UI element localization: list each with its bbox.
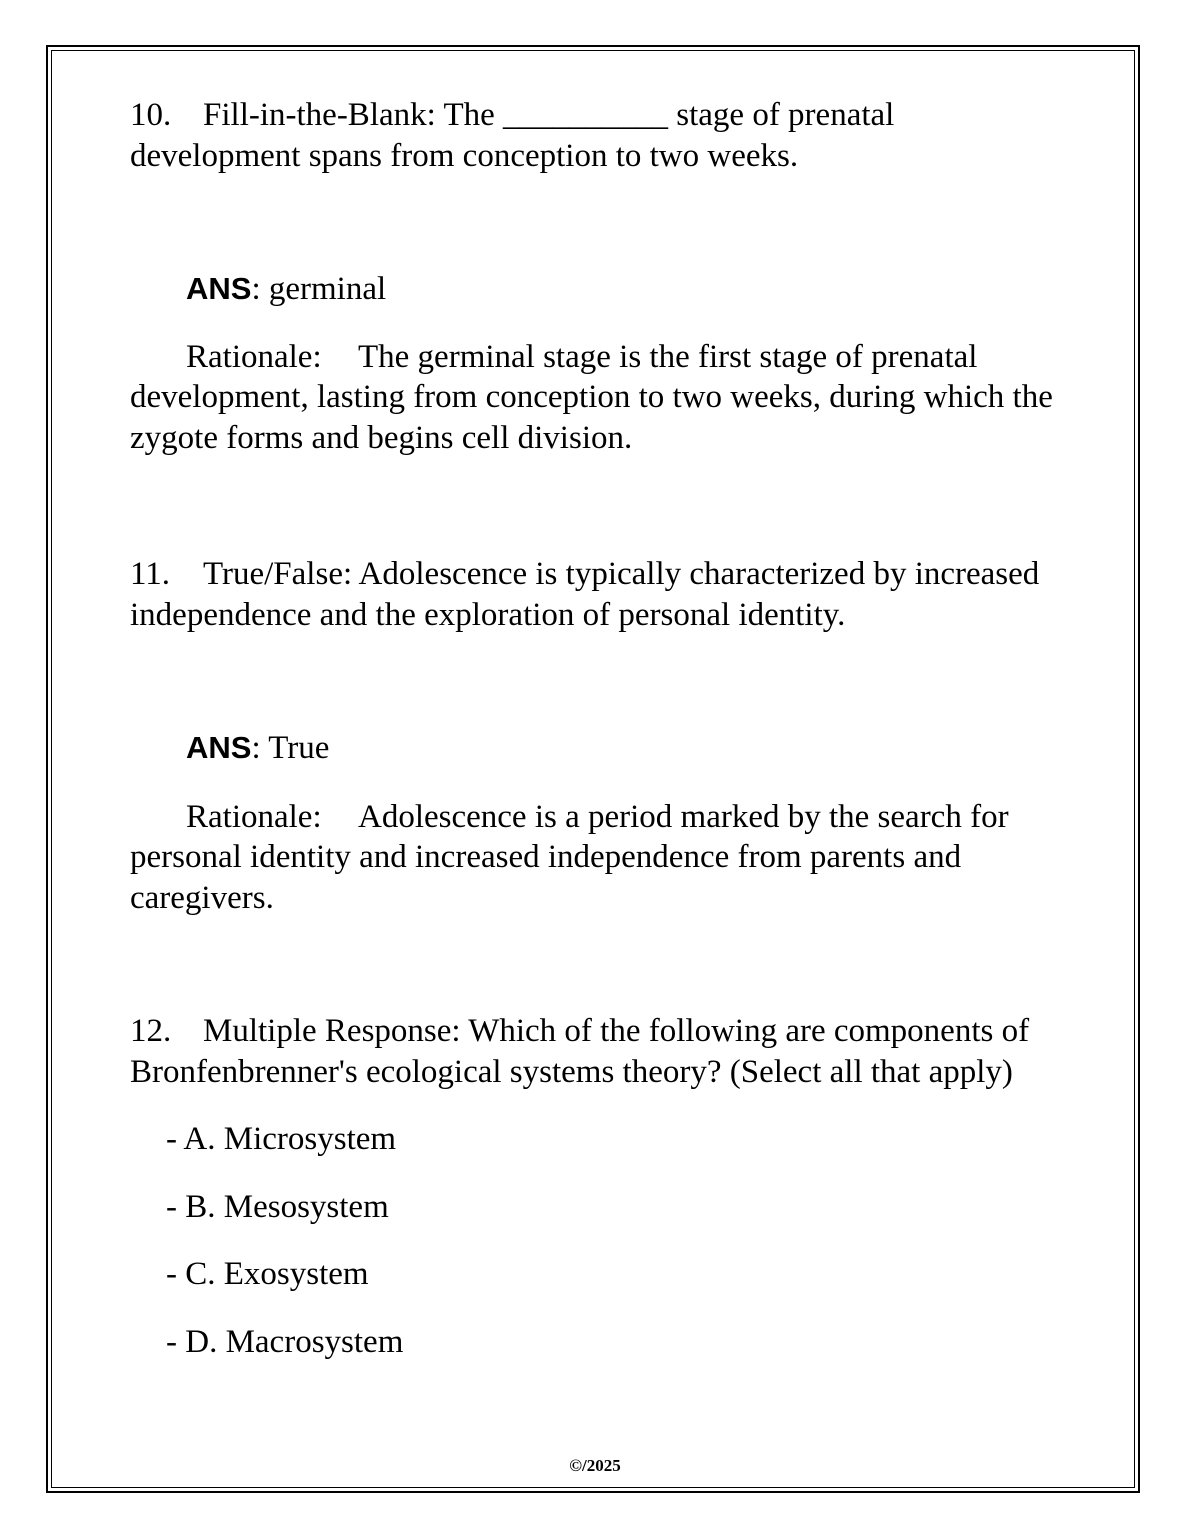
rationale-text: Adolescence is a period marked by the search for personal identity and increased independence from parents and caregivers.	[130, 798, 1009, 916]
question-number: 11.	[130, 556, 171, 592]
question-number: 10.	[130, 97, 172, 133]
question-number: 12.	[130, 1013, 172, 1049]
question-text	[130, 1011, 1070, 1092]
rationale-label: Rationale:	[186, 798, 322, 835]
answer-line	[130, 269, 1070, 310]
rationale-text: The germinal stage is the first stage of prenatal development, lasting from conception to two weeks, during which the zygote forms and begins cell division.	[130, 338, 1053, 456]
question-prompt: Multiple Response: Which of the following are components of Bronfenbrenner's ecological systems theory? (Select all that apply)	[130, 1013, 1030, 1090]
question-text	[130, 95, 1070, 176]
question-12	[130, 1011, 1070, 1362]
answer-label: ANS	[186, 730, 252, 765]
copyright-footer: ©/2025	[569, 1456, 621, 1475]
question-prompt: Fill-in-the-Blank: The __________ stage of prenatal development spans from conception to two weeks.	[130, 97, 895, 174]
answer-value: : True	[251, 730, 330, 766]
document-body	[130, 95, 1070, 1362]
option-d: - D. Macrosystem	[166, 1323, 404, 1360]
option-b: - B. Mesosystem	[166, 1188, 389, 1225]
question-prompt: True/False: Adolescence is typically characterized by increased independence and the exploration of personal identity.	[130, 556, 1040, 633]
answer-value: : germinal	[251, 271, 387, 307]
rationale	[130, 797, 1070, 919]
answer-label: ANS	[186, 271, 252, 306]
rationale	[130, 337, 1070, 459]
question-text	[130, 554, 1070, 635]
option-c: - C. Exosystem	[166, 1256, 369, 1292]
option-a: - A. Microsystem	[166, 1121, 397, 1157]
question-11	[130, 554, 1070, 918]
answer-line	[130, 728, 1070, 769]
rationale-label: Rationale:	[186, 338, 322, 375]
question-10	[130, 95, 1070, 458]
